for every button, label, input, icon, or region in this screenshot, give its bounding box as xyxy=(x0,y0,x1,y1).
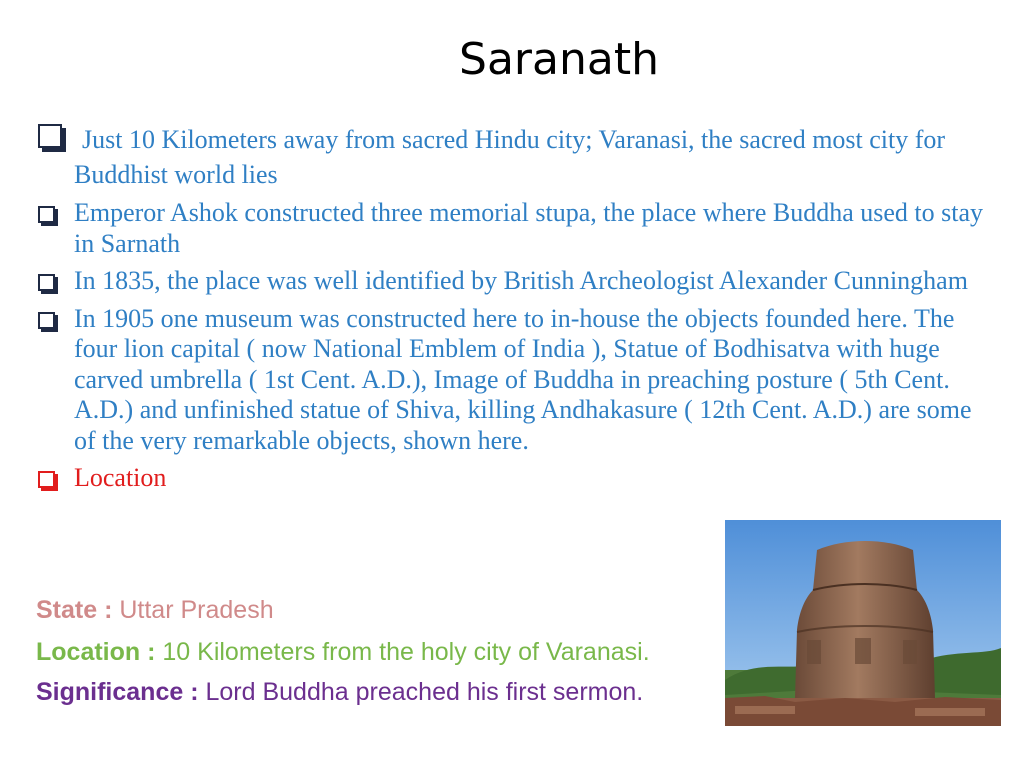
bullet-text: In 1835, the place was well identified by British Archeologist Alexander Cunningham xyxy=(74,266,968,295)
checkbox-bullet-icon xyxy=(38,471,55,488)
state-value: Uttar Pradesh xyxy=(119,596,274,624)
slide-title: Saranath xyxy=(459,34,659,85)
checkbox-bullet-icon xyxy=(38,206,55,223)
bullet-text: Just 10 Kilometers away from sacred Hindu city; Varanasi, the sacred most city for Buddhist world lies xyxy=(74,125,946,189)
bullet-item xyxy=(36,122,996,192)
checkbox-bullet-icon xyxy=(38,274,55,291)
bullet-item xyxy=(36,304,996,457)
bullet-text: In 1905 one museum was constructed here to in-house the objects founded here. The four lion capital ( now National Emblem of India ), Statue of Bodhisatva with huge carved umbrella ( 1st Cent. A.D.), Image of Buddha in preaching posture ( 5th Cent. A.D.) and unfinished statue of Shiva, killing Andhakasure ( 12th Cent. A.D.) are some of the very remarkable objects, shown here. xyxy=(74,303,972,455)
checkbox-bullet-icon xyxy=(38,124,62,148)
stupa-photo xyxy=(725,520,1001,726)
bullet-item-location xyxy=(36,463,996,494)
bullet-list xyxy=(36,122,996,494)
bullet-text: Emperor Ashok constructed three memorial stupa, the place where Buddha used to stay in Sarnath xyxy=(74,198,984,258)
significance-value: Lord Buddha preached his first sermon. xyxy=(205,678,644,706)
state-line xyxy=(36,596,274,625)
location-label: Location : xyxy=(36,638,156,666)
bullet-item xyxy=(36,266,996,297)
significance-label: Significance : xyxy=(36,678,199,706)
bullet-item xyxy=(36,198,996,259)
state-label: State : xyxy=(36,596,113,624)
checkbox-bullet-icon xyxy=(38,312,55,329)
location-value: 10 Kilometers from the holy city of Varanasi. xyxy=(162,638,650,666)
bullet-text: Location xyxy=(74,463,167,492)
location-line xyxy=(36,638,650,667)
significance-line xyxy=(36,678,643,707)
